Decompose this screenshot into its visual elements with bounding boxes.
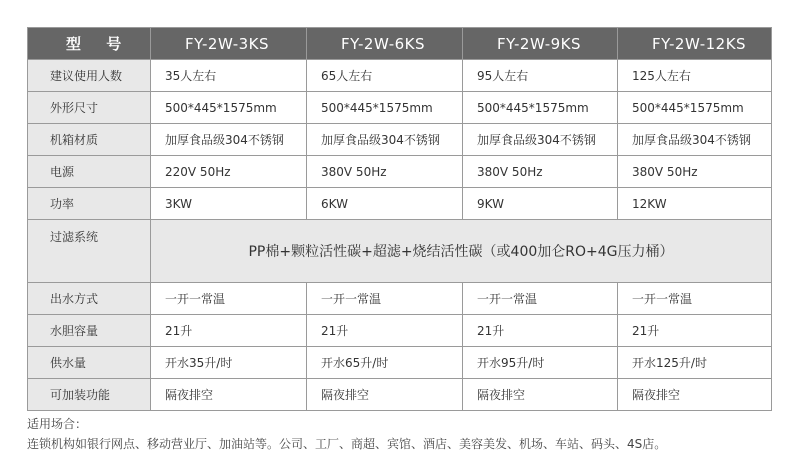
cell-value: 500*445*1575mm [618, 92, 772, 124]
cell-value: 隔夜排空 [618, 379, 772, 411]
spec-row-power [28, 188, 772, 220]
cell-value: 125人左右 [618, 60, 772, 92]
row-label: 建议使用人数 [28, 60, 151, 92]
filter-system-value: PP棉+颗粒活性碳+超滤+烧结活性碳（或400加仑RO+4G压力桶） [151, 220, 772, 283]
cell-value: 500*445*1575mm [307, 92, 463, 124]
cell-value: 一开一常温 [307, 283, 463, 315]
row-label: 可加装功能 [28, 379, 151, 411]
spec-row-output-mode [28, 283, 772, 315]
cell-value: 开水65升/时 [307, 347, 463, 379]
cell-value: 隔夜排空 [151, 379, 307, 411]
cell-value: 加厚食品级304不锈钢 [151, 124, 307, 156]
cell-value: 开水95升/时 [463, 347, 618, 379]
cell-value: 65人左右 [307, 60, 463, 92]
cell-value: 21升 [618, 315, 772, 347]
cell-value: 21升 [151, 315, 307, 347]
cell-value: 500*445*1575mm [463, 92, 618, 124]
spec-row-water-supply [28, 347, 772, 379]
spec-row-optional-features [28, 379, 772, 411]
cell-value: 开水35升/时 [151, 347, 307, 379]
cell-value: 380V 50Hz [307, 156, 463, 188]
model-header-label: 型 号 [28, 28, 151, 60]
footer-title: 适用场合： [27, 417, 88, 431]
row-label: 电源 [28, 156, 151, 188]
row-label: 供水量 [28, 347, 151, 379]
cell-value: 9KW [463, 188, 618, 220]
spec-row-capacity [28, 60, 772, 92]
cell-value: 加厚食品级304不锈钢 [618, 124, 772, 156]
usage-footer [27, 414, 666, 454]
footer-text: 连锁机构如银行网点、移动营业厅、加油站等。公司、工厂、商超、宾馆、酒店、美容美发、机场、车站、码头、4S店。 [27, 437, 667, 451]
row-label: 外形尺寸 [28, 92, 151, 124]
cell-value: 95人左右 [463, 60, 618, 92]
row-label: 机箱材质 [28, 124, 151, 156]
spec-row-material [28, 124, 772, 156]
row-label: 功率 [28, 188, 151, 220]
cell-value: 380V 50Hz [463, 156, 618, 188]
spec-row-dimensions [28, 92, 772, 124]
row-label: 水胆容量 [28, 315, 151, 347]
row-label: 出水方式 [28, 283, 151, 315]
cell-value: 一开一常温 [151, 283, 307, 315]
cell-value: 12KW [618, 188, 772, 220]
cell-value: 6KW [307, 188, 463, 220]
row-label: 过滤系统 [28, 220, 151, 283]
spec-row-filter-system [28, 220, 772, 283]
spec-row-tank-capacity [28, 315, 772, 347]
cell-value: 隔夜排空 [307, 379, 463, 411]
header-row [28, 28, 772, 60]
cell-value: 一开一常温 [463, 283, 618, 315]
cell-value: 一开一常温 [618, 283, 772, 315]
cell-value: 加厚食品级304不锈钢 [307, 124, 463, 156]
cell-value: 380V 50Hz [618, 156, 772, 188]
cell-value: 3KW [151, 188, 307, 220]
cell-value: 35人左右 [151, 60, 307, 92]
model-name: FY-2W-9KS [463, 28, 618, 60]
spec-table [27, 27, 772, 411]
cell-value: 隔夜排空 [463, 379, 618, 411]
model-name: FY-2W-12KS [618, 28, 772, 60]
cell-value: 21升 [463, 315, 618, 347]
model-name: FY-2W-3KS [151, 28, 307, 60]
cell-value: 500*445*1575mm [151, 92, 307, 124]
cell-value: 加厚食品级304不锈钢 [463, 124, 618, 156]
cell-value: 开水125升/时 [618, 347, 772, 379]
cell-value: 220V 50Hz [151, 156, 307, 188]
spec-row-power-supply [28, 156, 772, 188]
cell-value: 21升 [307, 315, 463, 347]
model-name: FY-2W-6KS [307, 28, 463, 60]
